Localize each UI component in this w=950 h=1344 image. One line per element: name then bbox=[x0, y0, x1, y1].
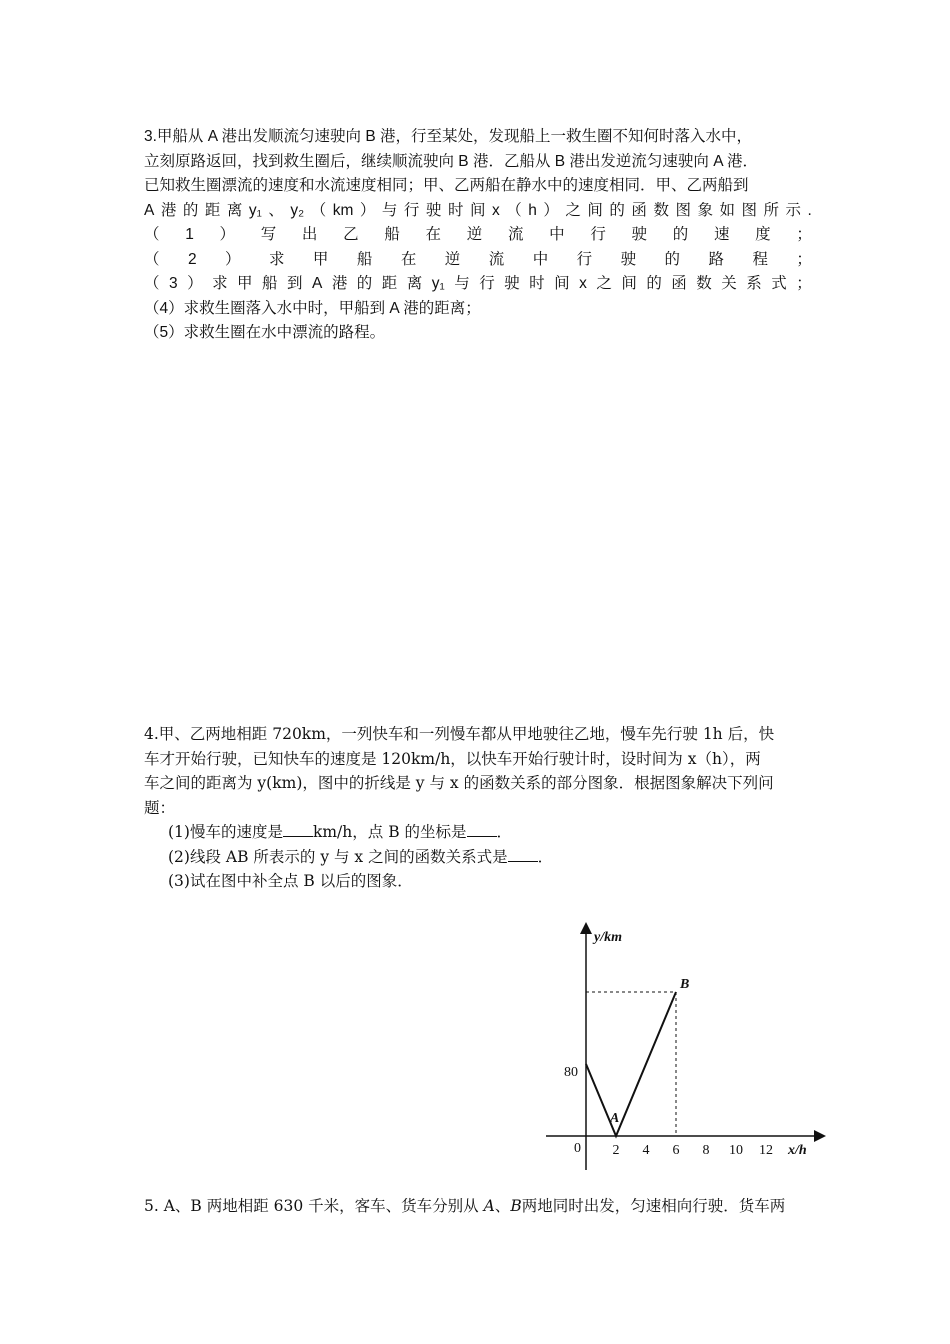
word-token: 中 bbox=[532, 250, 549, 268]
word-token: 时 bbox=[447, 201, 464, 219]
problem-5-line-1: 5. A、B 两地相距 630 千米，客车、货车分别从 A、B两地同时出发，匀速相向行驶．货车两 bbox=[144, 1197, 786, 1215]
word-token: 数 bbox=[653, 201, 669, 219]
word-token: 之 bbox=[565, 201, 581, 219]
x-tick-label: 10 bbox=[729, 1143, 743, 1158]
word-token: 港 bbox=[160, 201, 177, 219]
word-token: 间 bbox=[621, 275, 637, 292]
word-token: 的 bbox=[646, 275, 662, 292]
word-token: 乙 bbox=[343, 226, 359, 243]
word-token: 2 bbox=[187, 250, 197, 268]
y-tick-label-80: 80 bbox=[564, 1065, 578, 1080]
word-token: 度 bbox=[755, 226, 771, 243]
answer-blank bbox=[508, 847, 538, 862]
word-token: 图 bbox=[675, 201, 691, 219]
word-token: 流 bbox=[507, 226, 524, 243]
x-tick-label: 8 bbox=[702, 1143, 710, 1158]
x-tick-label: 6 bbox=[672, 1143, 680, 1158]
word-token: 速 bbox=[713, 226, 730, 243]
problem-3-question-1 bbox=[144, 223, 812, 248]
word-token: 的 bbox=[672, 226, 689, 243]
word-token: 系 bbox=[746, 275, 762, 292]
word-token: 、 bbox=[268, 201, 284, 219]
word-token: A bbox=[312, 275, 323, 292]
word-token: 与 bbox=[381, 201, 398, 219]
word-token: y₁ bbox=[248, 201, 262, 219]
word-token: 关 bbox=[721, 275, 737, 292]
word-token: 甲 bbox=[312, 250, 329, 268]
problem-3-line-4 bbox=[144, 199, 812, 224]
word-token: ； bbox=[796, 250, 812, 268]
word-token: 离 bbox=[406, 275, 423, 292]
problem-4-line-1: 4.甲、乙两地相距 720km，一列快车和一列慢车都从甲地驶往乙地，慢车先行驶 1h 后，快 bbox=[144, 725, 775, 743]
word-token: 在 bbox=[400, 250, 417, 268]
word-token: （ bbox=[506, 201, 522, 219]
word-token: 逆 bbox=[466, 226, 483, 243]
problem-4-question-2: (2)线段 AB 所表示的 y 与 x 之间的函数关系式是 ． bbox=[168, 847, 554, 866]
series-line bbox=[586, 992, 676, 1136]
problem-3-line-3: 已知救生圈漂流的速度和水流速度相同；甲、乙两船在静水中的速度相同．甲、乙两船到 bbox=[144, 177, 749, 194]
word-token: 路 bbox=[708, 250, 725, 268]
word-token: （ bbox=[144, 275, 160, 292]
word-token: 驶 bbox=[631, 226, 648, 243]
word-token: 距 bbox=[381, 275, 398, 292]
word-token: 式 bbox=[771, 275, 787, 292]
word-token: （ bbox=[144, 226, 160, 243]
problem-4-question-1: (1)慢车的速度是 km/h，点 B 的坐标是 ． bbox=[168, 823, 513, 841]
word-token: 在 bbox=[425, 226, 442, 243]
word-token: 函 bbox=[631, 201, 647, 219]
word-token: ） bbox=[225, 250, 241, 268]
word-token: y₁ bbox=[431, 275, 445, 292]
word-token: （ bbox=[310, 201, 327, 219]
word-token: 距 bbox=[204, 201, 221, 219]
word-token: y₂ bbox=[290, 201, 305, 219]
y-axis-label: y/km bbox=[594, 930, 622, 945]
word-token: 行 bbox=[590, 226, 606, 243]
word-token: ） bbox=[219, 226, 236, 243]
word-token: 船 bbox=[262, 275, 278, 292]
word-token: 1 bbox=[185, 226, 194, 243]
word-token: 逆 bbox=[444, 250, 461, 268]
word-token: 流 bbox=[488, 250, 505, 268]
word-token: 函 bbox=[671, 275, 687, 292]
word-token: ） bbox=[187, 275, 203, 292]
word-token: 行 bbox=[479, 275, 495, 292]
x-tick-label: 12 bbox=[759, 1143, 773, 1158]
word-token: 驶 bbox=[425, 201, 442, 219]
problem-4-question-3: (3)试在图中补全点 B 以后的图象． bbox=[168, 872, 413, 890]
problem-3 bbox=[144, 125, 812, 346]
problem-4-line-3: 车之间的距离为 y(km)，图中的折线是 y 与 x 的函数关系的部分图象．根据图象解决下列问 bbox=[144, 774, 774, 792]
word-token: 行 bbox=[403, 201, 420, 219]
word-token: 象 bbox=[697, 201, 713, 219]
word-token: 离 bbox=[226, 201, 243, 219]
word-token: 数 bbox=[696, 275, 712, 292]
problem-4-line-4: 题： bbox=[144, 798, 176, 817]
word-token: （ bbox=[144, 250, 160, 268]
answer-blank bbox=[467, 822, 497, 837]
word-token: 的 bbox=[609, 201, 625, 219]
problem-3-question-4: （4）求救生圈落入水中时，甲船到 A 港的距离； bbox=[144, 299, 481, 317]
word-token: 出 bbox=[301, 226, 318, 243]
word-token: 的 bbox=[356, 275, 373, 292]
origin-label: 0 bbox=[574, 1141, 581, 1156]
word-token: 示 bbox=[785, 201, 802, 219]
word-token: 所 bbox=[763, 201, 780, 219]
problem-3-question-2 bbox=[144, 248, 812, 273]
word-token: 程 bbox=[752, 250, 768, 268]
point-b-label: B bbox=[680, 977, 690, 992]
word-token: 与 bbox=[454, 275, 470, 292]
word-token: ） bbox=[543, 201, 559, 219]
word-token: 甲 bbox=[237, 275, 253, 292]
word-token: 写 bbox=[260, 226, 277, 243]
word-token: ） bbox=[359, 201, 376, 219]
word-token: 到 bbox=[287, 275, 303, 292]
problem-3-line-2: 立刻原路返回，找到救生圈后，继续顺流驶向 B 港．乙船从 B 港出发逆流匀速驶向 A 港． bbox=[144, 152, 759, 170]
word-token: 驶 bbox=[504, 275, 520, 292]
word-token: 船 bbox=[384, 226, 400, 243]
problem-4-line-2: 车才开始行驶，已知快车的速度是 120km/h，以快车开始行驶计时，设时间为 x（h），两 bbox=[144, 749, 761, 768]
problem-3-line-1: 3.甲船从 A 港出发顺流匀速驶向 B 港，行至某处，发现船上一救生圈不知何时落入水中， bbox=[144, 128, 752, 145]
problem-5 bbox=[144, 1194, 812, 1219]
word-token: 如 bbox=[719, 201, 735, 219]
point-a-label: A bbox=[610, 1111, 620, 1126]
word-token: 间 bbox=[469, 201, 486, 219]
word-token: 求 bbox=[268, 250, 285, 268]
word-token: 图 bbox=[741, 201, 758, 219]
problem-3-question-5: （5）求救生圈在水中漂流的路程。 bbox=[144, 324, 386, 341]
problem-4 bbox=[144, 722, 812, 894]
word-token: 的 bbox=[182, 201, 199, 219]
word-token: x bbox=[579, 275, 587, 292]
x-tick-label: 4 bbox=[642, 1143, 650, 1158]
word-token: 港 bbox=[331, 275, 348, 292]
word-token: 行 bbox=[576, 250, 593, 268]
x-axis-label: x/h bbox=[788, 1143, 807, 1158]
word-token: 的 bbox=[664, 250, 681, 268]
word-token: 中 bbox=[549, 226, 565, 243]
word-token: ； bbox=[796, 226, 812, 243]
word-token: 船 bbox=[356, 250, 373, 268]
word-token: 时 bbox=[529, 275, 545, 292]
word-token: 驶 bbox=[620, 250, 637, 268]
x-tick-labels bbox=[613, 1143, 774, 1158]
word-token: x bbox=[491, 201, 500, 219]
word-token: ； bbox=[796, 275, 812, 292]
x-tick-label: 2 bbox=[612, 1143, 620, 1158]
word-token: 3 bbox=[168, 275, 178, 292]
problem-3-question-3 bbox=[144, 272, 812, 297]
word-token: h bbox=[528, 201, 537, 219]
word-token: km bbox=[332, 201, 354, 219]
word-token: 间 bbox=[554, 275, 570, 292]
answer-blank bbox=[283, 822, 313, 837]
word-token: A bbox=[144, 201, 155, 219]
word-token: 之 bbox=[596, 275, 612, 292]
word-token: . bbox=[807, 201, 812, 219]
function-graph bbox=[540, 920, 830, 1180]
word-token: 间 bbox=[587, 201, 603, 219]
word-token: 求 bbox=[212, 275, 228, 292]
